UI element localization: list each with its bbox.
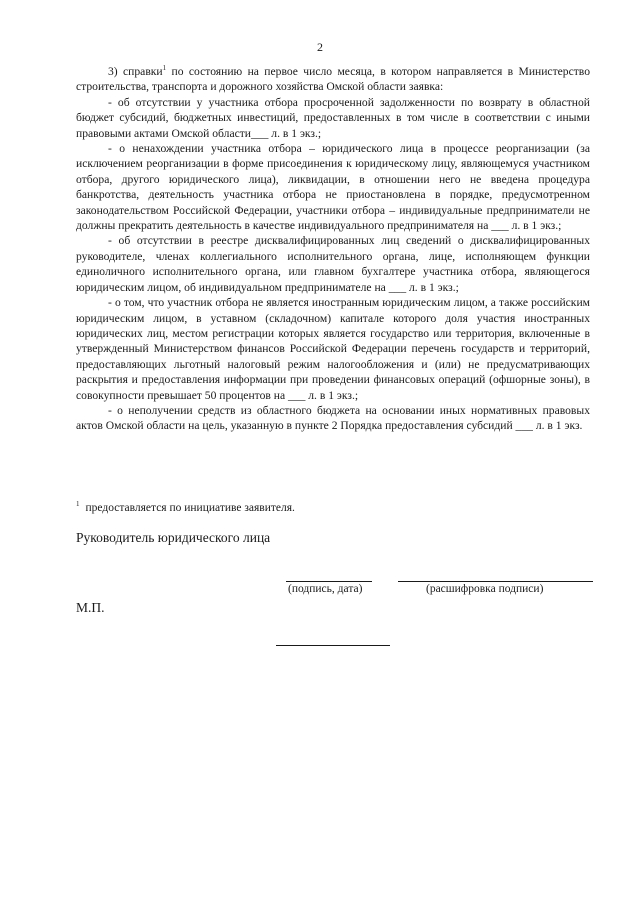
footnote-reference: 1 xyxy=(162,64,167,73)
closing-line xyxy=(276,645,390,646)
signature-date-label: (подпись, дата) xyxy=(288,583,363,595)
footnote xyxy=(76,497,590,516)
stamp-label: М.П. xyxy=(76,600,105,615)
paragraph-no-other-funds: - о неполучении средств из областного бюджета на основании иных нормативных правовых актов Омской области на цель, указанную в пункте 2 Порядка предоставления субсидий ___ л. в 1 экз. xyxy=(76,403,590,433)
footnote-mark: 1 xyxy=(76,500,80,508)
document-body xyxy=(76,64,590,434)
paragraph-not-foreign-entity: - о том, что участник отбора не является иностранным юридическим лицом, а также российским юридическим лицом, в уставном (складочном) капитале которого доля участия иностранных юридических лиц, местом регистрации которых является государство или территория, включенные в утвержденный Министерством финансов Российской Федерации перечень государств и территорий, предоставляющих льготный налоговый режим налогообложения и (или) не предусматривающих раскрытия и предоставления информации при проведении финансовых операций (офшорные зоны), в совокупности превышает 50 процентов на ___ л. в 1 экз.; xyxy=(76,296,590,402)
paragraph-text: по состоянию на первое число месяца, в котором направляется в Министерство строительства, транспорта и дорожного хозяйства Омской области заявка: xyxy=(76,65,590,94)
paragraph-no-reorganization: - о ненахождении участника отбора – юридического лица в процессе реорганизации (за исключением реорганизации в форме присоединения к юридическому лицу, являющемуся участником отбора, другого юридического лица), ликвидации, в отношении него не введена процедура банкротства, деятельность участника отбора не приостановлена в порядке, предусмотренном законодательством Российской Федерации, участники отбора – индивидуальные предприниматели не должны прекратить деятельность в качестве индивидуального предпринимателя на ___ л. в 1 экз.; xyxy=(76,142,590,233)
paragraph-text: 3) справки xyxy=(108,65,163,78)
footnote-text: предоставляется по инициативе заявителя. xyxy=(85,501,295,514)
signature-decode-label: (расшифровка подписи) xyxy=(426,583,544,595)
head-title: Руководитель юридического лица xyxy=(76,530,271,545)
page-number: 2 xyxy=(317,40,323,54)
paragraph-no-disqualified-persons: - об отсутствии в реестре дисквалифицированных лиц сведений о дисквалифицированных руководителе, членах коллегиального исполнительного органа, лице, исполняющем функции единоличного исполнительного органа, или главном бухгалтере участника отбора, являющегося юридическим лицом, об индивидуальном предпринимателе на ___ л. в 1 экз.; xyxy=(76,234,590,294)
paragraph-certificates-intro xyxy=(76,64,590,95)
signature-decode-line xyxy=(398,581,593,582)
paragraph-no-overdue-debt: - об отсутствии у участника отбора просроченной задолженности по возврату в областной бюджет субсидий, бюджетных инвестиций, предоставленных в том числе в соответствии с иными правовыми актами Омской области___ л. в 1 экз.; xyxy=(76,95,590,140)
signature-line xyxy=(286,581,372,582)
